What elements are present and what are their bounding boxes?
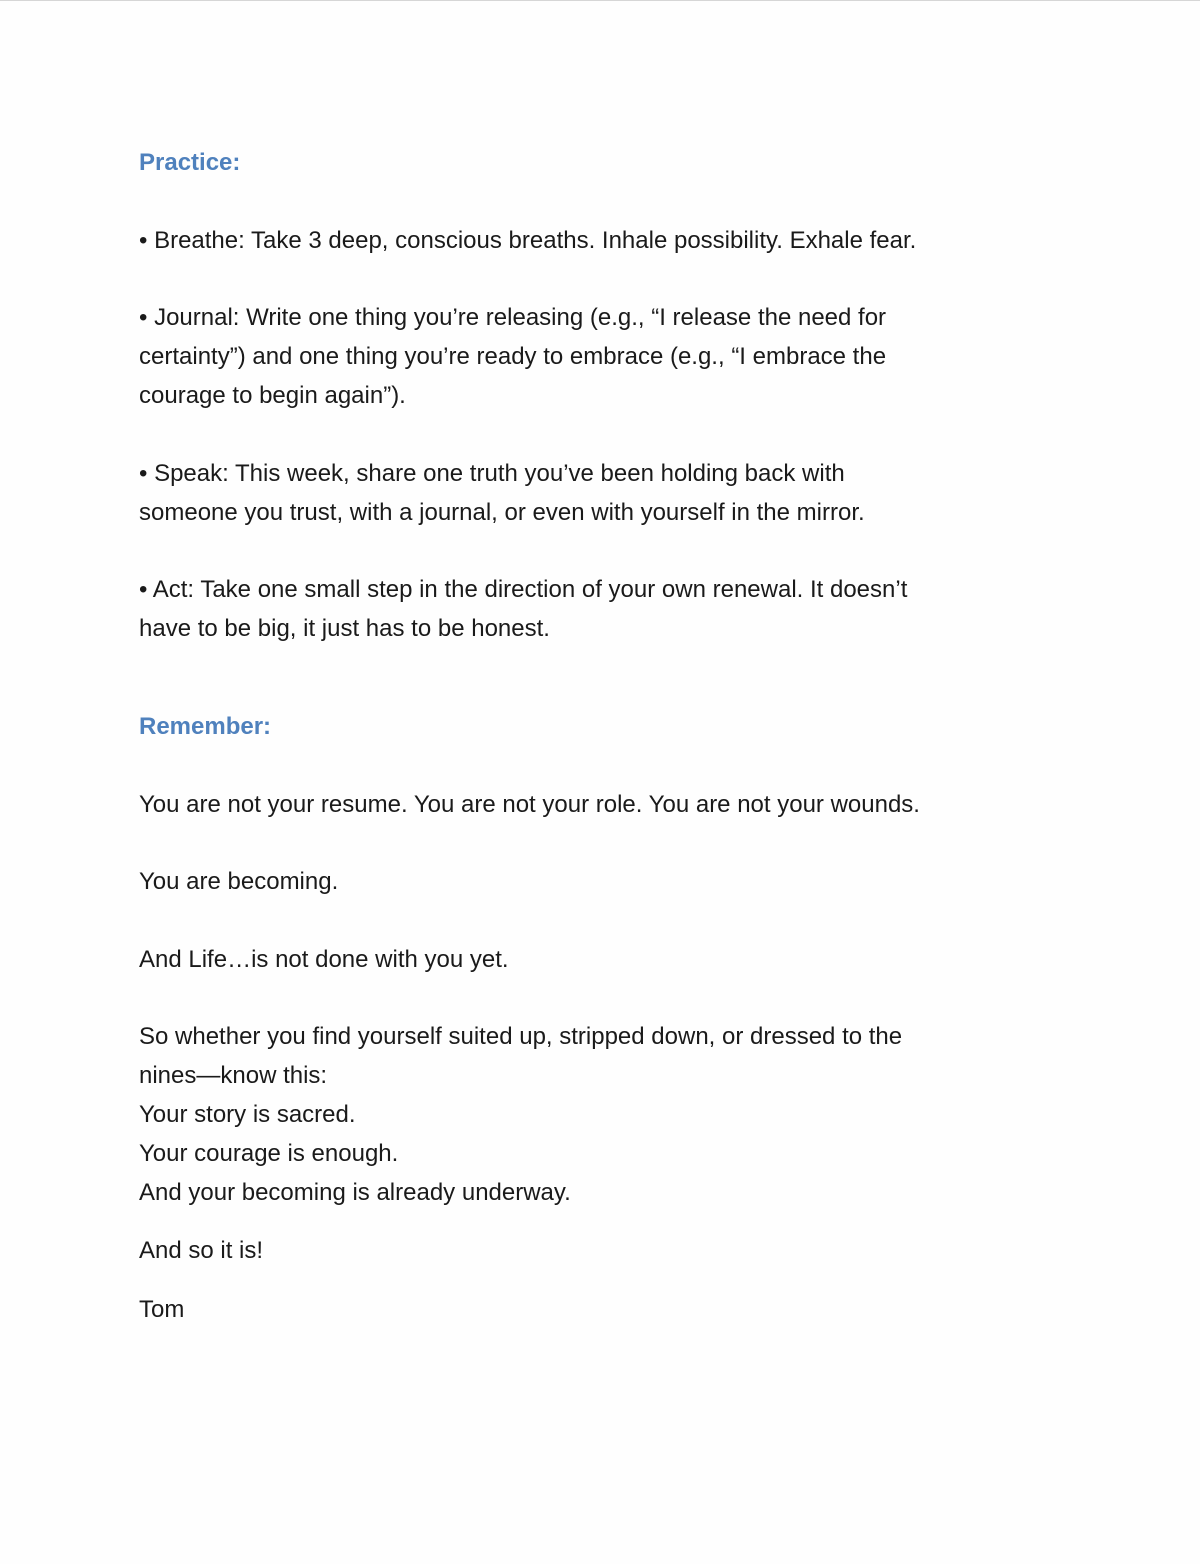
practice-item-act-line-2: have to be big, it just has to be honest. xyxy=(139,615,550,642)
remember-paragraph-4-line-2: nines—know this: xyxy=(139,1062,328,1089)
practice-item-journal-line-3: courage to begin again”). xyxy=(139,382,406,409)
closing-line: And so it is! xyxy=(139,1237,264,1264)
remember-paragraph-4-line-5: And your becoming is already underway. xyxy=(139,1179,571,1206)
remember-paragraph-4-line-4: Your courage is enough. xyxy=(139,1140,399,1167)
remember-paragraph-1: You are not your resume. You are not your role. You are not your wounds. xyxy=(139,791,920,818)
practice-item-speak-line-2: someone you trust, with a journal, or even with yourself in the mirror. xyxy=(139,499,865,526)
practice-item-act-line-1: • Act: Take one small step in the direction of your own renewal. It doesn’t xyxy=(139,576,908,603)
practice-heading: Practice: xyxy=(139,149,241,176)
remember-heading: Remember: xyxy=(139,713,272,740)
remember-paragraph-4-line-1: So whether you find yourself suited up, stripped down, or dressed to the xyxy=(139,1023,903,1050)
remember-paragraph-4-line-3: Your story is sacred. xyxy=(139,1101,356,1128)
remember-paragraph-2: You are becoming. xyxy=(139,868,339,895)
practice-item-speak-line-1: • Speak: This week, share one truth you’ve been holding back with xyxy=(139,460,845,487)
remember-paragraph-3: And Life…is not done with you yet. xyxy=(139,946,509,973)
signature: Tom xyxy=(139,1296,185,1323)
practice-item-journal-line-1: • Journal: Write one thing you’re releasing (e.g., “I release the need for xyxy=(139,304,887,331)
practice-item-breathe: • Breathe: Take 3 deep, conscious breaths. Inhale possibility. Exhale fear. xyxy=(139,227,917,254)
practice-item-journal-line-2: certainty”) and one thing you’re ready to embrace (e.g., “I embrace the xyxy=(139,343,887,370)
